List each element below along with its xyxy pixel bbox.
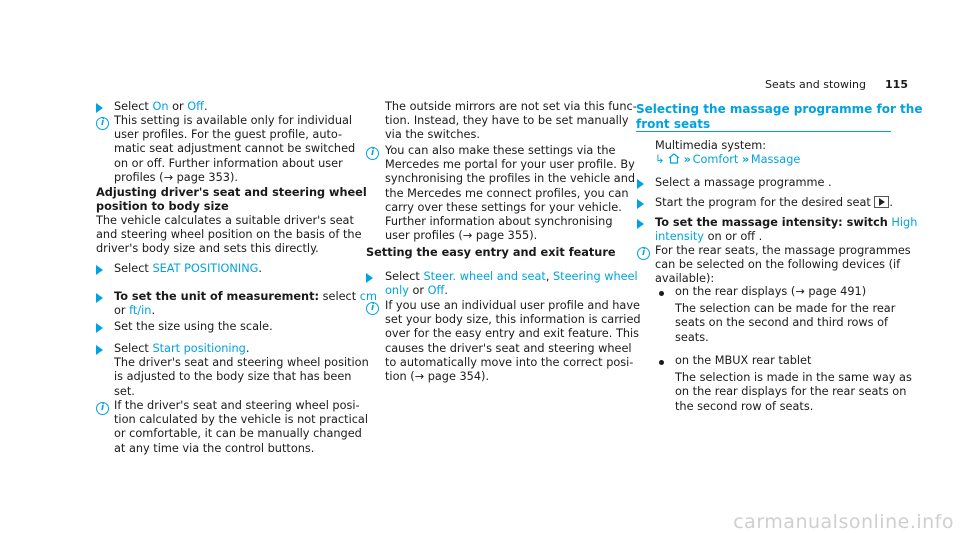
off-option[interactable]: Off	[427, 284, 445, 298]
step-arrow-icon	[637, 219, 644, 229]
step-select-programme: Select a massage programme .	[655, 176, 832, 189]
step-select-on-off: Select On or Off.	[114, 100, 208, 113]
step-arrow-icon	[637, 199, 644, 209]
bullet-rear-tablet: on the MBUX rear tablet The selection is made in the same way as on the rear displays for the rear seats on the second row of seats.	[675, 354, 912, 413]
comfort-menu-item[interactable]: Comfort	[692, 153, 739, 166]
step-arrow-icon	[96, 103, 103, 113]
on-option[interactable]: On	[152, 100, 169, 113]
cm-option[interactable]: cm	[359, 290, 377, 303]
off-option[interactable]: Off	[187, 100, 204, 113]
paragraph-mirrors: The outside mirrors are not set via this func- tion. Instead, they have to be set manually via the switches.	[385, 100, 637, 142]
bullet-icon	[659, 360, 664, 365]
info-icon: i	[96, 117, 109, 130]
bullet-rear-displays: on the rear displays (→ page 491) The selection can be made for the rear seats on the second and third rows of seats.	[675, 285, 896, 344]
paragraph-adjust-seat: The vehicle calculates a suitable driver's seat and steering wheel position on the basis of the driver's body size and sets this directly.	[96, 214, 362, 256]
info-icon: i	[637, 247, 650, 260]
step-seat-positioning: Select SEAT POSITIONING.	[114, 262, 263, 275]
ftin-option[interactable]: ft/in	[129, 304, 152, 318]
seat-positioning-link[interactable]: SEAT POSITIONING	[152, 262, 259, 275]
info-icon: i	[96, 402, 109, 415]
step-arrow-icon	[96, 345, 103, 355]
high-intensity-option[interactable]: High	[891, 216, 918, 229]
step-set-size: Set the size using the scale.	[114, 320, 273, 333]
start-positioning-link[interactable]: Start positioning	[152, 342, 246, 355]
note-mercedes-me: You can also make these settings via the Mercedes me portal for your user profile. By synchronising the profiles in the vehicle and the Mercedes me connect profiles, you can carry over these settings for your vehicle. Further information about synchronising user profiles (→ page 355).	[385, 144, 636, 243]
enter-arrow-icon: ↳	[655, 153, 665, 166]
high-intensity-option-cont[interactable]: intensity	[655, 230, 704, 244]
steer-wheel-and-seat-option[interactable]: Steer. wheel and seat	[423, 270, 546, 283]
step-arrow-icon	[366, 273, 373, 283]
step-easy-entry-select: Select Steer. wheel and seat, Steering wheel only or Off.	[385, 270, 638, 298]
running-header	[765, 78, 908, 92]
info-icon: i	[366, 302, 379, 315]
step-arrow-icon	[96, 265, 103, 275]
step-start-positioning: Select Start positioning. The driver's seat and steering wheel position is adjusted to the body size that has been set.	[114, 342, 369, 398]
step-arrow-icon	[96, 293, 103, 303]
heading-adjust-seat: Adjusting driver's seat and steering wheel position to body size	[96, 186, 367, 214]
chevron-right-icon: ››	[741, 153, 748, 166]
note-body-size-carried: If you use an individual user profile and have set your body size, this information is carried over for the easy entry and exit feature. This causes the driver's seat and steering wheel to automatically move into the correct posi- tion (→ page 354).	[385, 299, 641, 384]
section-title: Seats and stowing	[765, 78, 867, 91]
home-icon[interactable]	[668, 153, 680, 164]
steering-wheel-only-option[interactable]: Steering wheel	[553, 270, 638, 283]
chevron-right-icon: ››	[683, 153, 689, 166]
step-unit-measurement: To set the unit of measurement: select cm or ft/in.	[114, 290, 377, 318]
watermark: carmanualsonline.info	[733, 510, 954, 533]
step-arrow-icon	[96, 323, 103, 333]
step-massage-intensity: To set the massage intensity: switch High intensity on or off .	[655, 216, 918, 244]
step-arrow-icon	[637, 179, 644, 189]
nav-path	[655, 153, 800, 167]
heading-rule	[636, 131, 891, 132]
heading-easy-entry: Setting the easy entry and exit feature	[366, 246, 616, 259]
heading-massage: Selecting the massage programme for the front seats	[636, 102, 923, 131]
page-number: 115	[885, 78, 908, 91]
note-user-profiles: This setting is available only for individual user profiles. For the guest profile, auto- matic seat adjustment cannot be switched on or off. Further information about user profiles (→ page 353).	[114, 114, 356, 184]
note-manual-change: If the driver's seat and steering wheel posi- tion calculated by the vehicle is not practical or comfortable, it can be manually changed at any time via the control buttons.	[114, 399, 368, 455]
bullet-icon	[659, 291, 664, 296]
note-rear-seats: For the rear seats, the massage programmes can be selected on the following devices (if available):	[655, 244, 911, 286]
steering-wheel-only-option-cont[interactable]: only	[385, 284, 409, 298]
info-icon: i	[366, 147, 379, 160]
play-button-icon[interactable]	[874, 196, 889, 208]
multimedia-label: Multimedia system:	[655, 139, 767, 152]
massage-menu-item[interactable]: Massage	[750, 153, 801, 166]
step-start-program: Start the program for the desired seat .	[655, 196, 894, 209]
